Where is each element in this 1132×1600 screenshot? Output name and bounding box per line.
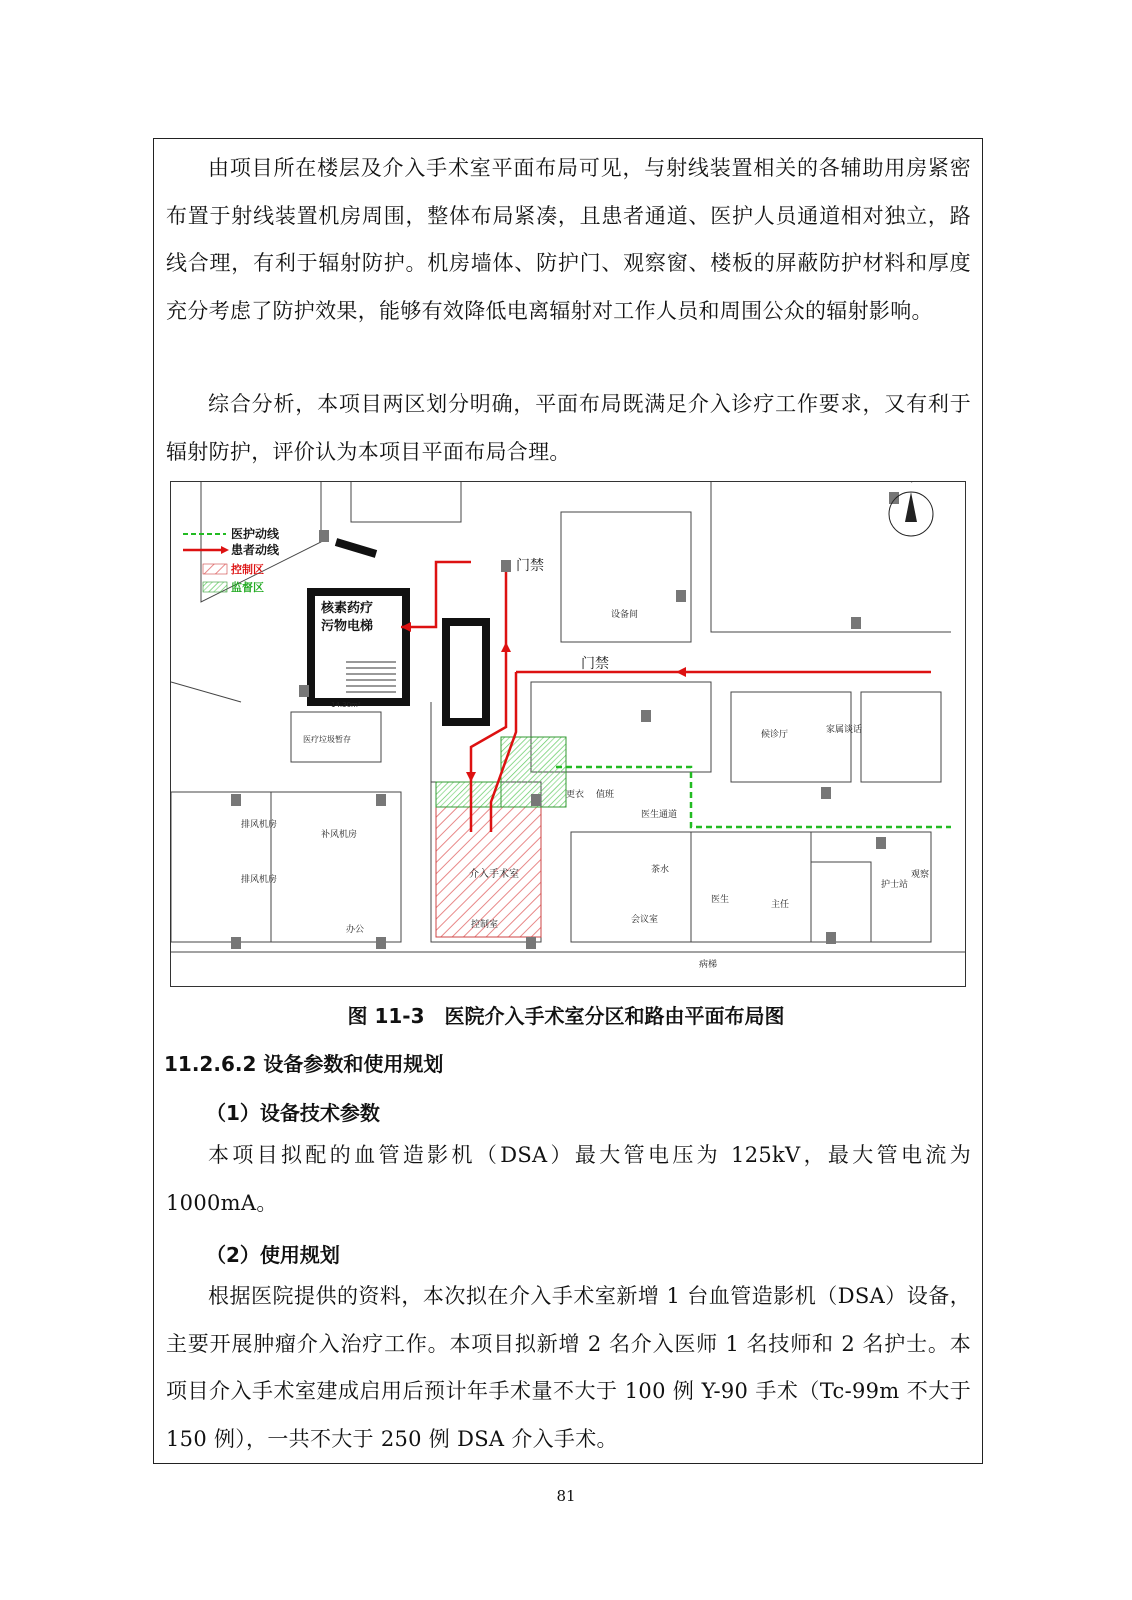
label-observation: 观察 bbox=[911, 870, 930, 880]
legend-patient-route: 患者动线 bbox=[231, 543, 280, 557]
north-arrow-icon bbox=[889, 482, 941, 536]
legend-control-zone: 控制区 bbox=[231, 563, 264, 576]
label-exhaust-room-1: 排风机房 bbox=[241, 820, 278, 830]
label-family-talk: 家属谈话 bbox=[826, 725, 863, 735]
staff-route bbox=[556, 767, 951, 827]
legend-supervised-zone: 监督区 bbox=[231, 581, 264, 594]
subsection-heading-params: （1）设备技术参数 bbox=[206, 1101, 380, 1125]
page-number: 81 bbox=[556, 1487, 576, 1505]
stairs bbox=[346, 662, 396, 692]
floor-plan-figure bbox=[170, 481, 966, 987]
label-meeting-room: 会议室 bbox=[631, 915, 659, 925]
label-nurse-station: 护士站 bbox=[881, 880, 909, 890]
legend bbox=[183, 526, 280, 594]
walls bbox=[171, 482, 966, 952]
label-office: 办公 bbox=[346, 925, 365, 935]
label-doctor: 医生 bbox=[711, 895, 730, 905]
label-control-room: 控制室 bbox=[471, 920, 499, 930]
label-door-access-2: 门禁 bbox=[581, 656, 609, 672]
label-exhaust-room-2: 排风机房 bbox=[241, 875, 278, 885]
paragraph-layout-analysis: 由项目所在楼层及介入手术室平面布局可见，与射线装置相关的各辅助用房紧密布置于射线装置机房周围，整体布局紧凑，且患者通道、医护人员通道相对独立，路线合理，有利于辐射防护。机房墙体、防护门、观察窗、楼板的屏蔽防护材料和厚度充分考虑了防护效果，能够有效降低电离辐射对工作人员和周围公众的辐射影响。 bbox=[166, 156, 971, 323]
label-duty-room: 值班 bbox=[596, 790, 615, 800]
label-stairs-area: 14.30m² bbox=[331, 701, 361, 709]
label-patient-lift: 病梯 bbox=[699, 960, 718, 970]
label-door-access-1: 门禁 bbox=[516, 558, 544, 574]
label-medical-corridor: 医生通道 bbox=[641, 810, 678, 820]
figure-caption: 图 11-3 医院介入手术室分区和路由平面布局图 bbox=[347, 1004, 785, 1028]
label-elevator-line2: 污物电梯 bbox=[321, 619, 374, 634]
paragraph-equipment-params: 本项目拟配的血管造影机（DSA）最大管电压为 125kV，最大管电流为1000mA。 bbox=[166, 1143, 971, 1215]
subsection-heading-plan: （2）使用规划 bbox=[206, 1243, 340, 1267]
label-change-room: 更衣 bbox=[566, 790, 585, 800]
paragraph-usage-plan: 根据医院提供的资料，本次拟在介入手术室新增 1 台血管造影机（DSA）设备，主要开展肿瘤介入治疗工作。本项目拟新增 2 名介入医师 1 名技师和 2 名护士。本项目介入手术室建成启用后预计年手术量不大于 100 例 Y-90 手术（Tc-99m 不大于 150 例），一共不大于 250 例 DSA 介入手术。 bbox=[166, 1284, 971, 1451]
label-medical-pickup: 医疗垃圾暂存 bbox=[303, 735, 351, 744]
paragraph-summary: 综合分析，本项目两区划分明确，平面布局既满足介入诊疗工作要求，又有利于辐射防护，评价认为本项目平面布局合理。 bbox=[166, 392, 971, 464]
label-elevator-line1: 核素药疗 bbox=[321, 601, 374, 616]
label-supply-room: 补风机房 bbox=[321, 830, 358, 840]
label-waiting-hall: 候诊厅 bbox=[761, 730, 789, 740]
label-equipment-room: 设备间 bbox=[611, 610, 639, 620]
legend-staff-route: 医护动线 bbox=[231, 527, 280, 541]
floor-plan-drawing bbox=[171, 482, 966, 987]
label-director: 主任 bbox=[771, 900, 790, 910]
label-tea-room: 茶水 bbox=[651, 865, 670, 875]
label-surgery-room: 介入手术室 bbox=[469, 869, 519, 880]
columns bbox=[231, 492, 899, 949]
section-heading: 11.2.6.2 设备参数和使用规划 bbox=[164, 1052, 444, 1076]
